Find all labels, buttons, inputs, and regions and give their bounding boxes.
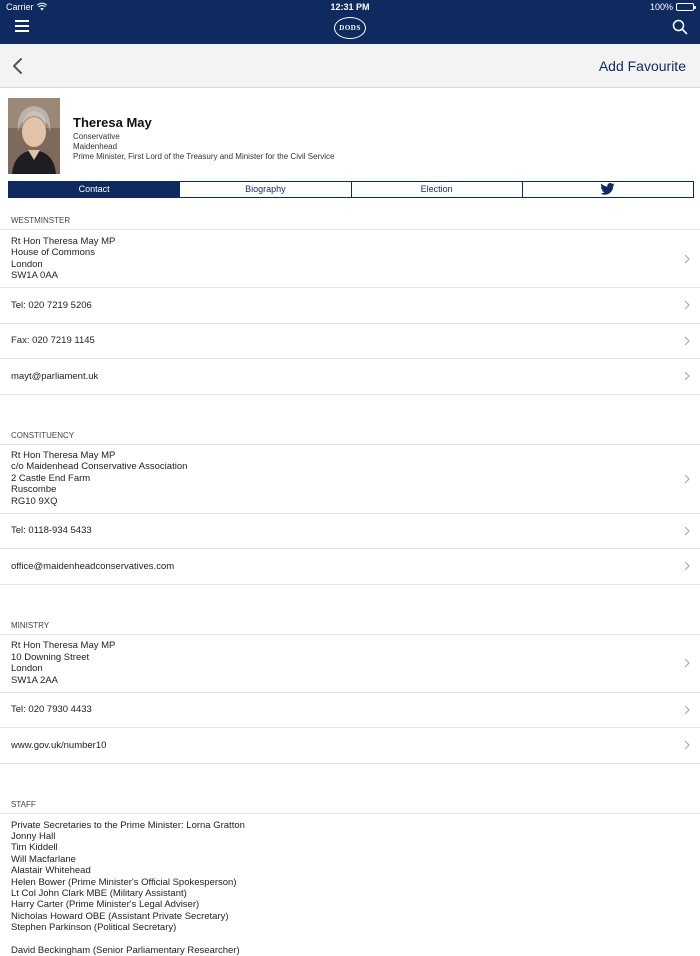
dods-logo: DODS [334, 17, 366, 39]
staff-line: Private Secretaries to the Prime Minister: Lorna Gratton [11, 820, 689, 831]
staff-line: David Beckingham (Senior Parliamentary Researcher) [11, 945, 689, 956]
section-spacer [0, 764, 700, 790]
profile-header [8, 98, 692, 176]
section-header-constituency: CONSTITUENCY [0, 421, 700, 445]
tab-election[interactable]: Election [352, 182, 523, 197]
address-line: London [11, 259, 115, 271]
address-line: Rt Hon Theresa May MP [11, 450, 187, 462]
address-line: c/o Maidenhead Conservative Association [11, 461, 187, 473]
chevron-right-icon [684, 336, 690, 346]
westminster-address-row[interactable] [0, 230, 700, 288]
section-header-westminster: WESTMINSTER [0, 206, 700, 230]
contact-content [0, 206, 700, 956]
search-icon[interactable] [672, 19, 688, 35]
ministry-web-row[interactable] [0, 728, 700, 764]
battery-icon [676, 3, 694, 11]
chevron-right-icon [684, 658, 690, 668]
hamburger-icon[interactable] [15, 20, 29, 32]
address-line: House of Commons [11, 247, 115, 259]
phone-number: Tel: 0118-934 5433 [11, 525, 92, 537]
section-header-staff: STAFF [0, 790, 700, 814]
chevron-right-icon [684, 300, 690, 310]
member-constituency: Maidenhead [73, 142, 334, 152]
chevron-right-icon [684, 254, 690, 264]
constituency-address-row[interactable] [0, 445, 700, 514]
constituency-email-row[interactable] [0, 549, 700, 585]
status-time: 12:31 PM [0, 2, 700, 12]
address-line: SW1A 2AA [11, 675, 115, 687]
address-line: SW1A 0AA [11, 270, 115, 282]
tab-biography[interactable]: Biography [180, 182, 351, 197]
staff-line: Stephen Parkinson (Political Secretary) [11, 922, 689, 933]
staff-line: Helen Bower (Prime Minister's Official Spokesperson) [11, 877, 689, 888]
section-spacer [0, 585, 700, 611]
address-line: 2 Castle End Farm [11, 473, 187, 485]
battery-indicator [650, 2, 694, 12]
staff-line: Lt Col John Clark MBE (Military Assistant) [11, 888, 689, 899]
phone-number: Tel: 020 7219 5206 [11, 300, 92, 312]
staff-line: Harry Carter (Prime Minister's Legal Adviser) [11, 899, 689, 910]
member-name: Theresa May [73, 115, 334, 130]
fax-number: Fax: 020 7219 1145 [11, 335, 95, 347]
website-link: www.gov.uk/number10 [11, 740, 106, 752]
avatar [8, 98, 60, 174]
section-header-ministry: MINISTRY [0, 611, 700, 635]
email-address: mayt@parliament.uk [11, 371, 98, 383]
chevron-right-icon [684, 740, 690, 750]
profile-info [73, 115, 334, 162]
member-party: Conservative [73, 132, 334, 142]
twitter-icon [600, 183, 615, 195]
address-line: RG10 9XQ [11, 496, 187, 508]
constituency-tel-row[interactable] [0, 514, 700, 550]
tab-contact[interactable]: Contact [9, 182, 180, 197]
tab-twitter[interactable] [523, 182, 693, 197]
staff-line: Alastair Whitehead [11, 865, 689, 876]
staff-line: Jonny Hall [11, 831, 689, 842]
chevron-right-icon [684, 561, 690, 571]
westminster-tel-row[interactable] [0, 288, 700, 324]
address-line: London [11, 663, 115, 675]
navigation-bar [0, 0, 700, 44]
segmented-tabs [8, 181, 694, 198]
carrier-label: Carrier [6, 2, 34, 12]
add-favourite-button[interactable]: Add Favourite [599, 58, 686, 74]
ministry-tel-row[interactable] [0, 693, 700, 729]
chevron-right-icon [684, 371, 690, 381]
westminster-email-row[interactable] [0, 359, 700, 395]
address-line: Rt Hon Theresa May MP [11, 236, 115, 248]
battery-percent: 100% [650, 2, 673, 12]
chevron-right-icon [684, 474, 690, 484]
westminster-fax-row[interactable] [0, 324, 700, 360]
chevron-right-icon [684, 705, 690, 715]
address-line: Ruscombe [11, 484, 187, 496]
sub-header [0, 44, 700, 88]
phone-number: Tel: 020 7930 4433 [11, 704, 92, 716]
ministry-address-row[interactable] [0, 635, 700, 693]
section-spacer [0, 395, 700, 421]
status-bar [0, 0, 700, 14]
email-address: office@maidenheadconservatives.com [11, 561, 174, 573]
address-line: 10 Downing Street [11, 652, 115, 664]
staff-line: Will Macfarlane [11, 854, 689, 865]
chevron-right-icon [684, 526, 690, 536]
staff-line: Tim Kiddell [11, 842, 689, 853]
address-line: Rt Hon Theresa May MP [11, 640, 115, 652]
staff-list [0, 814, 700, 956]
staff-line: Nicholas Howard OBE (Assistant Private Secretary) [11, 911, 689, 922]
member-role: Prime Minister, First Lord of the Treasury and Minister for the Civil Service [73, 152, 334, 162]
back-chevron-icon[interactable] [10, 56, 28, 76]
